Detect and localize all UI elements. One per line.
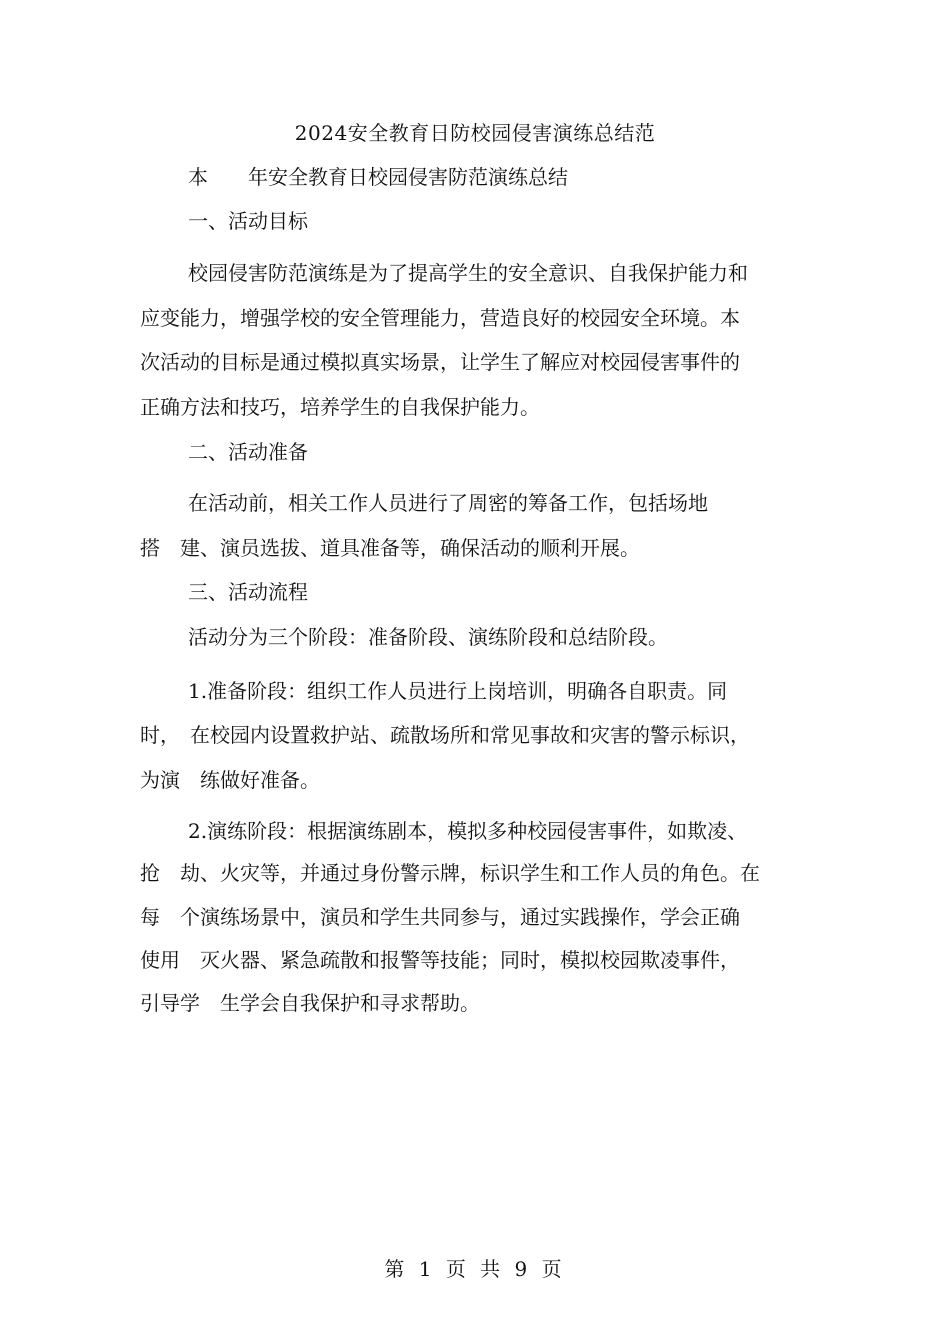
document-subtitle: 本 年安全教育日校园侵害防范演练总结 [188, 165, 568, 189]
paragraph-line: 活动分为三个阶段：准备阶段、演练阶段和总结阶段。 [188, 625, 668, 649]
paragraph-line: 抢 劫、火灾等，并通过身份警示牌，标识学生和工作人员的角色。在 [140, 861, 760, 885]
paragraph-line: 1.准备阶段：组织工作人员进行上岗培训，明确各自职责。同 [188, 679, 728, 703]
paragraph-line: 使用 灭火器、紧急疏散和报警等技能；同时，模拟校园欺凌事件， [140, 948, 740, 972]
paragraph-line: 为演 练做好准备。 [140, 768, 320, 792]
paragraph-line: 次活动的目标是通过模拟真实场景，让学生了解应对校园侵害事件的 [140, 350, 740, 374]
paragraph-line: 时， 在校园内设置救护站、疏散场所和常见事故和灾害的警示标识， [140, 723, 750, 747]
paragraph-line: 搭 建、演员选拔、道具准备等，确保活动的顺利开展。 [140, 536, 640, 560]
paragraph-line: 在活动前，相关工作人员进行了周密的筹备工作，包括场地 [188, 491, 708, 515]
page-indicator: 第 1 页 共 9 页 [384, 1257, 566, 1281]
paragraph-line: 2.演练阶段：根据演练剧本，模拟多种校园侵害事件，如欺凌、 [188, 819, 748, 843]
section-heading-preparation: 二、活动准备 [188, 440, 308, 464]
paragraph-line: 每 个演练场景中，演员和学生共同参与，通过实践操作，学会正确 [140, 905, 740, 929]
section-heading-goals: 一、活动目标 [188, 209, 308, 233]
paragraph-line: 引导学 生学会自我保护和寻求帮助。 [140, 991, 480, 1015]
paragraph-line: 应变能力，增强学校的安全管理能力，营造良好的校园安全环境。本 [140, 306, 740, 330]
paragraph-line: 校园侵害防范演练是为了提高学生的安全意识、自我保护能力和 [188, 261, 748, 285]
section-heading-process: 三、活动流程 [188, 580, 308, 604]
paragraph-line: 正确方法和技巧，培养学生的自我保护能力。 [140, 395, 540, 419]
document-title: 2024安全教育日防校园侵害演练总结范 [294, 121, 656, 145]
